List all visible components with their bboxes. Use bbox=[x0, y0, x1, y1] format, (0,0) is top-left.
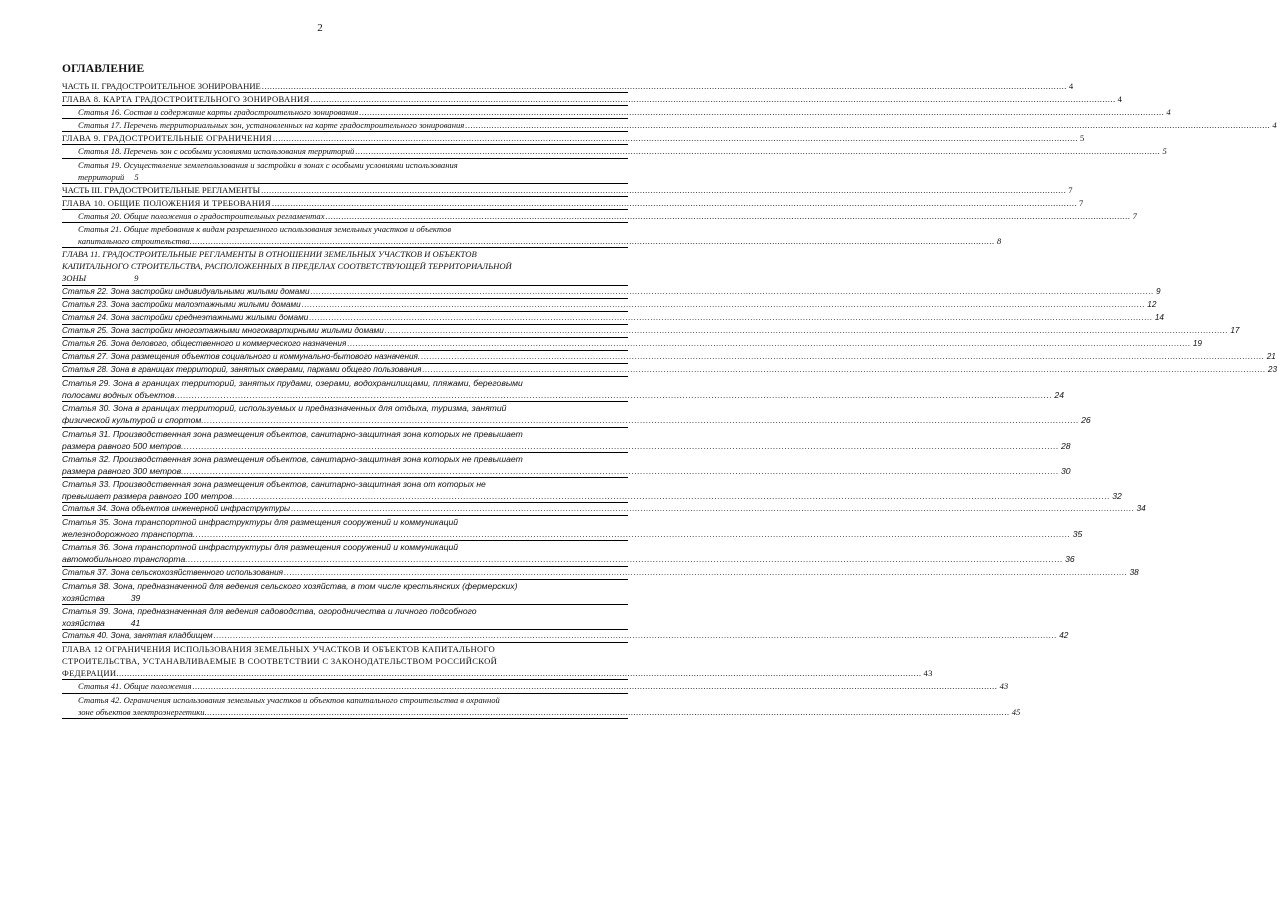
toc-entry-article-19[interactable] bbox=[62, 159, 628, 184]
dot-leader bbox=[311, 93, 1116, 105]
page-number: 2 bbox=[317, 22, 323, 34]
toc-entry-line: зоне объектов электроэнергетики bbox=[78, 706, 205, 717]
toc-entry-line: Статья 35. Зона транспортной инфраструктуры для размещения сооружений и коммуникаций bbox=[62, 517, 459, 528]
toc-entry-text: Статья 23. Зона застройки малоэтажными жилыми домами bbox=[62, 299, 301, 309]
toc-entry-text: Статья 25. Зона застройки многоэтажными многоквартирными жилыми домами bbox=[62, 325, 384, 335]
toc-entry-part-2[interactable] bbox=[62, 80, 1074, 93]
toc-entry-line: КАПИТАЛЬНОГО СТРОИТЕЛЬСТВА, РАСПОЛОЖЕННЫХ В ПРЕДЕЛАХ СООТВЕТСТВУЮЩЕЙ ТЕРРИТОРИАЛЬНОЙ bbox=[62, 261, 512, 272]
toc-entry-text: ЧАСТЬ II. ГРАДОСТРОИТЕЛЬНОЕ ЗОНИРОВАНИЕ bbox=[62, 81, 261, 91]
dot-leader bbox=[284, 567, 1128, 579]
toc-entry-chapter-12[interactable] bbox=[62, 643, 933, 680]
toc-title: ОГЛАВЛЕНИЕ bbox=[62, 63, 145, 75]
dot-leader bbox=[465, 119, 1270, 131]
dot-leader bbox=[302, 299, 1146, 311]
toc-page-number: 9 bbox=[1156, 286, 1161, 296]
toc-entry-text: Статья 27. Зона размещения объектов социального и коммунально-бытового назначения. bbox=[62, 351, 421, 361]
toc-page-number: 41 bbox=[130, 617, 141, 628]
dot-leader bbox=[214, 630, 1058, 642]
dot-leader bbox=[181, 440, 1059, 452]
toc-entry-last-line bbox=[62, 490, 1122, 502]
toc-entry-article-23[interactable] bbox=[62, 299, 1157, 312]
toc-entry-article-27[interactable] bbox=[62, 351, 1276, 364]
toc-page-number: 7 bbox=[1132, 210, 1137, 221]
toc-page-number: 42 bbox=[1059, 631, 1069, 641]
toc-entry-last-line bbox=[78, 171, 628, 183]
toc-entry-line: Статья 29. Зона в границах территорий, занятых прудами, озерами, водохранилищами, пляжами, береговыми bbox=[62, 378, 523, 389]
toc-page-number: 5 bbox=[134, 171, 139, 182]
toc-entry-text: Статья 18. Перечень зон с особыми условиями использования территорий bbox=[78, 146, 355, 157]
toc-entry-text: Статья 40. Зона, занятая кладбищем bbox=[62, 631, 213, 641]
dot-leader bbox=[181, 465, 1059, 477]
toc-entry-line: ЗОНЫ bbox=[62, 273, 87, 284]
dot-leader bbox=[190, 235, 995, 247]
dot-leader bbox=[422, 364, 1266, 376]
toc-entry-chapter-8[interactable] bbox=[62, 93, 1123, 106]
toc-page-number: 4 bbox=[1272, 120, 1277, 131]
dot-leader bbox=[385, 325, 1229, 337]
toc-entry-article-42[interactable] bbox=[62, 694, 1021, 719]
toc-entry-line: Статья 36. Зона транспортной инфраструктуры для размещения сооружений и коммуникаций bbox=[62, 542, 459, 553]
toc-page-number: 32 bbox=[1112, 491, 1122, 501]
toc-entry-last-line bbox=[62, 440, 1071, 452]
toc-entry-article-33[interactable] bbox=[62, 478, 1122, 503]
toc-entry-article-34[interactable] bbox=[62, 503, 1146, 516]
toc-page-number: 17 bbox=[1230, 325, 1240, 335]
toc-page-number: 5 bbox=[1162, 146, 1167, 157]
toc-entry-last-line bbox=[62, 617, 628, 629]
dot-leader bbox=[291, 503, 1135, 515]
dot-leader bbox=[205, 706, 1010, 718]
toc-page-number: 5 bbox=[1080, 133, 1085, 144]
toc-page-number: 7 bbox=[1079, 197, 1084, 208]
toc-entry-article-18[interactable] bbox=[62, 145, 1167, 158]
toc-entry-last-line bbox=[62, 667, 933, 679]
toc-page-number: 4 bbox=[1117, 94, 1123, 105]
toc-entry-last-line bbox=[62, 465, 1071, 477]
toc-entry-line: хозяйства bbox=[62, 592, 105, 603]
dot-leader bbox=[309, 312, 1153, 324]
toc-page-number: 34 bbox=[1136, 504, 1146, 514]
toc-entry-line: полосами водных объектов bbox=[62, 390, 175, 401]
toc-page-number: 38 bbox=[1129, 567, 1139, 577]
dot-leader bbox=[193, 528, 1071, 540]
toc-entry-last-line bbox=[78, 706, 1021, 718]
table-of-contents bbox=[62, 80, 1277, 719]
toc-page-number: 43 bbox=[999, 681, 1009, 692]
toc-entry-last-line bbox=[62, 553, 1075, 565]
dot-leader bbox=[359, 106, 1164, 118]
toc-entry-last-line bbox=[62, 528, 1083, 540]
toc-entry-article-39[interactable] bbox=[62, 605, 628, 630]
toc-page-number: 23 bbox=[1267, 365, 1277, 375]
toc-entry-text: Статья 37. Зона сельскохозяйственного использования bbox=[62, 567, 284, 577]
toc-entry-chapter-11[interactable] bbox=[62, 248, 628, 285]
toc-entry-article-32[interactable] bbox=[62, 453, 1071, 478]
dot-leader bbox=[262, 80, 1067, 92]
toc-entry-article-20[interactable] bbox=[62, 210, 1137, 223]
toc-entry-last-line bbox=[78, 235, 1002, 247]
dot-leader bbox=[347, 338, 1191, 350]
toc-entry-part-3[interactable] bbox=[62, 184, 1073, 197]
dot-leader bbox=[421, 351, 1265, 363]
toc-entry-article-31[interactable] bbox=[62, 428, 1071, 453]
dot-leader bbox=[175, 389, 1053, 401]
toc-entry-line: автомобильного транспорта bbox=[62, 554, 186, 565]
toc-page-number: 21 bbox=[1266, 351, 1276, 361]
toc-entry-line: Статья 38. Зона, предназначенной для ведения сельского хозяйства, в том числе крестьянских (фермерских) bbox=[62, 580, 518, 591]
toc-entry-last-line bbox=[62, 414, 1091, 426]
toc-entry-article-16[interactable] bbox=[62, 106, 1171, 119]
dot-leader bbox=[261, 184, 1066, 196]
toc-entry-article-36[interactable] bbox=[62, 541, 1075, 566]
toc-entry-text: Статья 28. Зона в границах территорий, занятых скверами, парками общего пользования bbox=[62, 365, 422, 375]
toc-entry-text: ГЛАВА 9. ГРАДОСТРОИТЕЛЬНЫЕ ОГРАНИЧЕНИЯ bbox=[62, 133, 272, 144]
dot-leader bbox=[311, 286, 1155, 298]
toc-entry-text: ГЛАВА 8. КАРТА ГРАДОСТРОИТЕЛЬНОГО ЗОНИРОВАНИЯ bbox=[62, 94, 310, 105]
toc-page-number: 35 bbox=[1072, 529, 1083, 540]
toc-entry-chapter-10[interactable] bbox=[62, 197, 1084, 210]
toc-entry-line: Статья 19. Осуществление землепользования и застройки в зонах с особыми условиями использования bbox=[78, 159, 458, 170]
toc-entry-line: железнодорожного транспорта bbox=[62, 529, 193, 540]
toc-page-number: 4 bbox=[1068, 81, 1074, 91]
dot-leader bbox=[326, 210, 1131, 222]
toc-page-number: 8 bbox=[996, 236, 1002, 247]
toc-entry-line: размера равного 500 метров bbox=[62, 440, 182, 451]
toc-page-number: 7 bbox=[1068, 184, 1073, 195]
toc-entry-article-28[interactable] bbox=[62, 364, 1277, 377]
toc-page-number: 39 bbox=[130, 592, 141, 603]
toc-entry-line: территорий bbox=[78, 171, 125, 182]
toc-entry-line: СТРОИТЕЛЬСТВА, УСТАНАВЛИВАЕМЫЕ В СООТВЕТСТВИИ С ЗАКОНОДАТЕЛЬСТВОМ РОССИЙСКОЙ bbox=[62, 656, 498, 667]
toc-entry-article-25[interactable] bbox=[62, 325, 1240, 338]
toc-entry-line: капитального строительства bbox=[78, 236, 190, 247]
toc-entry-article-24[interactable] bbox=[62, 312, 1164, 325]
toc-entry-text: Статья 41. Общие положения bbox=[78, 681, 192, 692]
toc-entry-line: превышает размера равного 100 метров bbox=[62, 491, 233, 501]
toc-entry-line: Статья 39. Зона, предназначенная для ведения садоводства, огородничества и личного подсобного bbox=[62, 605, 477, 616]
toc-entry-article-41[interactable] bbox=[62, 680, 1009, 693]
dot-leader bbox=[116, 667, 921, 679]
toc-entry-line: Статья 31. Производственная зона размещения объектов, санитарно-защитная зона которых не превышает bbox=[62, 428, 523, 439]
toc-entry-line: ГЛАВА 11. ГРАДОСТРОИТЕЛЬНЫЕ РЕГЛАМЕНТЫ В ОТНОШЕНИИ ЗЕМЕЛЬНЫХ УЧАСТКОВ И ОБЪЕКТОВ bbox=[62, 249, 477, 260]
toc-entry-article-38[interactable] bbox=[62, 580, 628, 605]
dot-leader bbox=[192, 680, 997, 692]
toc-page-number: 9 bbox=[134, 273, 139, 284]
dot-leader bbox=[273, 132, 1078, 144]
toc-page-number: 14 bbox=[1154, 312, 1164, 322]
toc-entry-text: Статья 34. Зона объектов инженерной инфраструктуры bbox=[62, 504, 291, 514]
toc-entry-text: Статья 26. Зона делового, общественного и коммерческого назначения bbox=[62, 338, 347, 348]
toc-entry-text: ГЛАВА 10. ОБЩИЕ ПОЛОЖЕНИЯ И ТРЕБОВАНИЯ bbox=[62, 197, 271, 208]
toc-page-number: 30 bbox=[1061, 465, 1071, 476]
toc-entry-article-17[interactable] bbox=[62, 119, 1277, 132]
toc-entry-text: Статья 20. Общие положения о градостроительных регламентах bbox=[78, 210, 325, 221]
toc-page-number: 19 bbox=[1192, 338, 1202, 348]
toc-entry-text: Статья 22. Зона застройки индивидуальными жилыми домами bbox=[62, 286, 310, 296]
toc-entry-line: Статья 30. Зона в границах территорий, используемых и предназначенных для отдыха, туризма, занятий bbox=[62, 403, 507, 414]
toc-entry-line: ФЕДЕРАЦИИ bbox=[62, 668, 117, 679]
toc-entry-line: Статья 32. Производственная зона размещения объектов, санитарно-защитная зона которых не превышает bbox=[62, 453, 523, 464]
toc-entry-article-40[interactable] bbox=[62, 630, 1069, 643]
dot-leader bbox=[232, 490, 1110, 502]
toc-entry-line: Статья 42. Ограничения использования земельных участков и объектов капитального строительства в охранной bbox=[78, 694, 500, 705]
toc-page-number: 43 bbox=[923, 668, 933, 679]
toc-entry-last-line bbox=[62, 272, 628, 284]
toc-entry-article-21[interactable] bbox=[62, 223, 1002, 248]
toc-page-number: 24 bbox=[1054, 390, 1064, 401]
dot-leader bbox=[272, 197, 1077, 209]
toc-entry-line: размера равного 300 метров bbox=[62, 465, 182, 476]
toc-entry-line: Статья 33. Производственная зона размещения объектов, санитарно-защитная зона от которых не bbox=[62, 478, 486, 489]
toc-entry-line: хозяйства bbox=[62, 617, 105, 628]
toc-entry-line: физической культурой и спортом bbox=[62, 415, 202, 426]
toc-entry-last-line bbox=[62, 389, 1064, 401]
toc-entry-article-30[interactable] bbox=[62, 402, 1091, 427]
toc-page-number: 26 bbox=[1081, 415, 1091, 426]
toc-entry-article-29[interactable] bbox=[62, 377, 1064, 402]
toc-page-number: 4 bbox=[1166, 107, 1171, 118]
toc-entry-article-22[interactable] bbox=[62, 286, 1161, 299]
toc-entry-line: Статья 21. Общие требования к видам разрешенного использования земельных участков и объектов bbox=[78, 224, 452, 235]
toc-entry-article-37[interactable] bbox=[62, 567, 1139, 580]
toc-page-number: 12 bbox=[1147, 299, 1157, 309]
toc-entry-last-line bbox=[62, 592, 628, 604]
dot-leader bbox=[201, 414, 1079, 426]
toc-entry-text: Статья 16. Состав и содержание карты градостроительного зонирования bbox=[78, 107, 359, 118]
toc-entry-text: ЧАСТЬ III. ГРАДОСТРОИТЕЛЬНЫЕ РЕГЛАМЕНТЫ bbox=[62, 184, 261, 195]
dot-leader bbox=[185, 553, 1063, 565]
toc-entry-line: ГЛАВА 12 ОГРАНИЧЕНИЯ ИСПОЛЬЗОВАНИЯ ЗЕМЕЛЬНЫХ УЧАСТКОВ И ОБЪЕКТОВ КАПИТАЛЬНОГО bbox=[62, 644, 496, 655]
toc-entry-chapter-9[interactable] bbox=[62, 132, 1085, 145]
toc-entry-text: Статья 17. Перечень территориальных зон, установленных на карте градостроительного зонирования bbox=[78, 120, 465, 131]
toc-entry-article-35[interactable] bbox=[62, 516, 1083, 541]
toc-page-number: 45 bbox=[1011, 706, 1021, 717]
dot-leader bbox=[355, 145, 1160, 157]
toc-entry-text: Статья 24. Зона застройки среднеэтажными жилыми домами bbox=[62, 312, 309, 322]
toc-page-number: 36 bbox=[1065, 554, 1075, 565]
toc-entry-article-26[interactable] bbox=[62, 338, 1202, 351]
toc-page-number: 28 bbox=[1061, 440, 1071, 451]
